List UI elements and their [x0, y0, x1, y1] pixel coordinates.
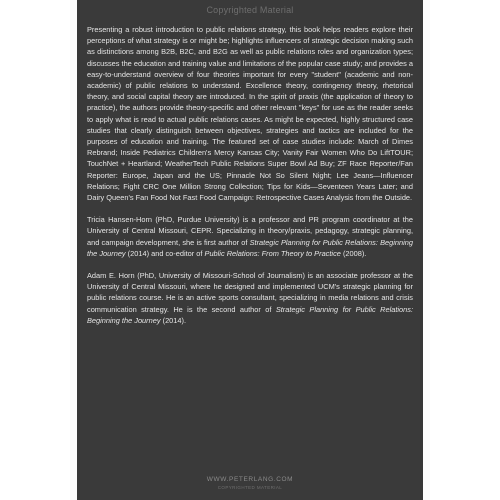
author-bio-horn — [87, 270, 413, 326]
bio-text: Tricia Hansen-Horn (PhD, Purdue University) is a professor and PR program coordinator at the University of Central Missouri, CEPR. Specializing in theory/praxis, pedagogy, strategic planning, and campaign development, she is first author of — [87, 215, 413, 247]
publisher-url: WWW.PETERLANG.COM — [206, 476, 294, 483]
bio-text: (2014). — [160, 315, 187, 325]
book-title: Strategic Planning for Public Relations: Beginning the Journey — [87, 304, 414, 325]
footer-copyright: COPYRIGHTED MATERIAL — [217, 485, 283, 490]
bio-text: (2008). — [340, 248, 367, 258]
bio-text: (2014) and co-editor of — [125, 248, 205, 258]
book-back-cover — [77, 0, 423, 500]
book-title: Strategic Planning for Public Relations: Beginning the Journey — [87, 237, 413, 258]
bio-text: Adam E. Horn (PhD, University of Missouri-School of Journalism) is an associate professor at the University of Central Missouri, where he designed and implemented UCM's strategic planning for public relations course. He is an active sports consultant, specializing in media relations and crisis communication strategy. He is the second author of — [87, 271, 413, 314]
cover-text — [87, 24, 413, 337]
book-title: Public Relations: From Theory to Practice — [204, 248, 341, 258]
copyright-watermark: Copyrighted Material — [206, 5, 294, 15]
book-description: Presenting a robust introduction to public relations strategy, this book helps readers explore their perceptions of what strategy is or might be; highlights influencers of strategic decision making such as distinctions among B2B, B2C, and B2G as well as public relations roles and organization types; discusses the education and training value and limitations of the popular case study; and provides a easy-to-understand overview of four theories important for every "student" (academic and non-academic) of public relations to understand. Excellence theory, contingency theory, rhetorical theory, and social capital theory are introduced. In the spirit of praxis (the application of theory to practice), the authors provide theory-specific and other relevant "keys" for use as the reader seeks to apply what is read to actual public relations cases. As might be expected, highly structured case studies that clearly distinguish between objectives, strategies and tactics are included for the purposes of education and training. The featured set of case studies include: March of Dimes Rebrand; Inside Pediatrics Children's Mercy Kansas City; Vanity Fair Women Who Do LiftTOUR; TouchNet + Heartland; WeatherTech Public Relations Super Bowl Ad Buy; ZF Race Reporter/Fan Reporter: Europe, Japan and the US; Pinnacle Not So Silent Night; Lee Jeans—Influencer Relations; Fight CRC One Million Strong Collection; Tips for Kids—Seventeen Years Later; and Dairy Queen's Fan Food Not Fast Food Campaign: Retrospective Cases Analysis from the Outside. — [87, 25, 413, 203]
author-bio-hansen-horn — [87, 214, 413, 259]
